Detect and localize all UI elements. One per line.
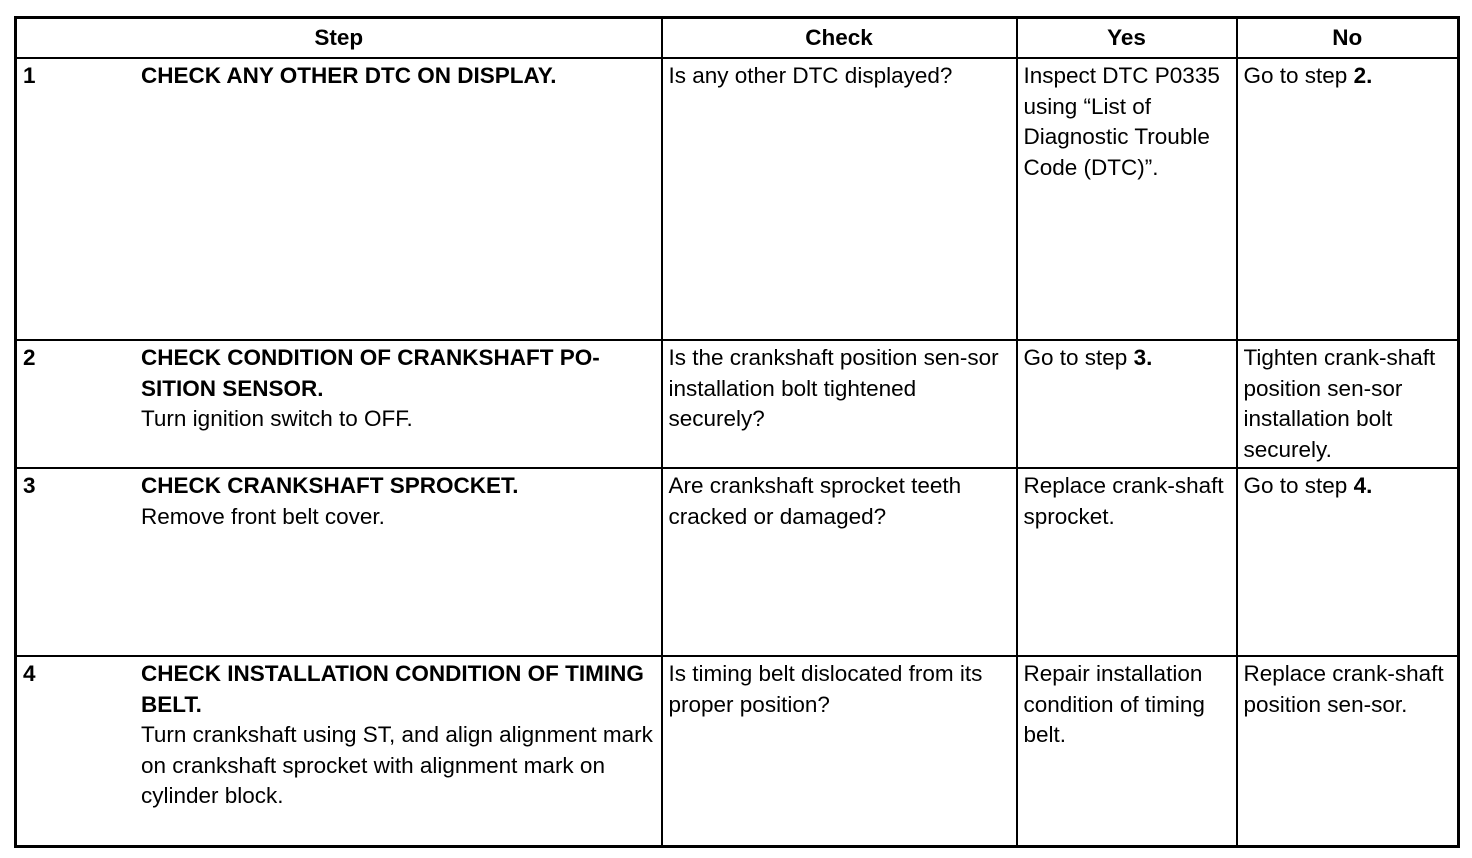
table-row [16,656,1459,847]
no-text: Tighten crank-shaft position sen-sor installation bolt securely. [1243,345,1436,462]
step-reference: 3. [1133,345,1153,370]
step-text [17,341,661,435]
step-number: 1 [23,63,36,88]
yes-text: Inspect DTC P0335 using “List of Diagnostic Trouble Code (DTC)”. [1023,63,1220,180]
step-text [17,59,661,92]
yes-cell [1017,58,1237,340]
check-text: Is any other DTC displayed? [668,63,953,88]
step-title: CHECK CRANKSHAFT SPROCKET. [141,473,519,498]
step-description: Turn ignition switch to OFF. [141,406,413,431]
yes-text: Replace crank-shaft sprocket. [1023,473,1224,529]
no-cell [1237,340,1459,468]
no-text: Replace crank-shaft position sen-sor. [1243,661,1444,717]
table-row [16,468,1459,656]
step-text [17,469,661,532]
check-cell [662,468,1017,656]
check-cell [662,340,1017,468]
step-description: Remove front belt cover. [141,503,385,529]
no-text [1238,59,1458,92]
diagnostic-table [14,16,1460,848]
step-number: 3 [23,473,36,498]
yes-cell [1017,656,1237,847]
check-cell [662,656,1017,847]
yes-text: Repair installation condition of timing belt. [1023,661,1205,747]
header-step: Step [16,18,662,59]
yes-cell [1017,340,1237,468]
check-cell [662,58,1017,340]
step-title: CHECK CONDITION OF CRANKSHAFT PO-SITION SENSOR. [141,345,600,401]
step-reference: 2. [1353,63,1373,88]
no-prefix: Go to step [1243,473,1354,498]
yes-text [1018,341,1236,374]
no-cell [1237,58,1459,340]
yes-cell [1017,468,1237,656]
step-title: CHECK ANY OTHER DTC ON DISPLAY. [141,63,557,88]
check-text: Is timing belt dislocated from its proper position? [668,661,983,717]
table-row [16,340,1459,468]
no-prefix: Go to step [1243,63,1354,88]
yes-prefix: Go to step [1023,345,1134,370]
check-text: Are crankshaft sprocket teeth cracked or damaged? [668,473,962,529]
header-row [16,18,1459,59]
no-cell [1237,468,1459,656]
table-row [16,58,1459,340]
step-cell [16,656,662,847]
header-no: No [1237,18,1459,59]
check-text: Is the crankshaft position sen-sor installation bolt tightened securely? [668,345,999,431]
step-number: 2 [23,345,36,370]
header-yes: Yes [1017,18,1237,59]
step-number: 4 [23,661,36,686]
no-text [1238,469,1458,502]
step-cell [16,58,662,340]
step-reference: 4. [1353,473,1373,498]
step-cell [16,468,662,656]
step-description: Turn crankshaft using ST, and align alignment mark on crankshaft sprocket with alignment mark on cylinder block. [141,722,653,808]
step-text [17,657,661,812]
header-check: Check [662,18,1017,59]
step-cell [16,340,662,468]
no-cell [1237,656,1459,847]
step-title: CHECK INSTALLATION CONDITION OF TIMING BELT. [141,661,644,717]
